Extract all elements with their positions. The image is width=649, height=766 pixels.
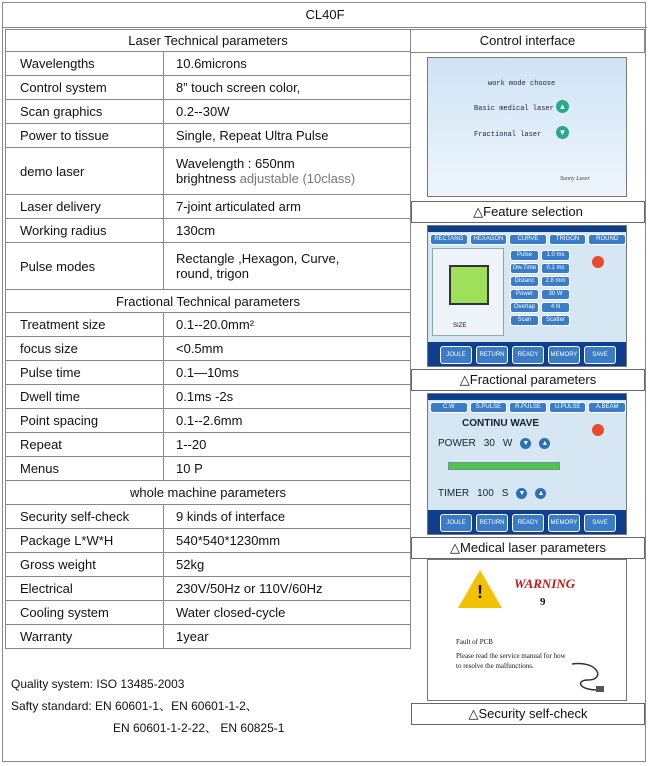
table-row: Menus 10 P	[6, 457, 411, 481]
chevron-down-icon[interactable]: ▼	[556, 126, 569, 139]
standards-footer: Quality system: ISO 13485-2003 Safty standard: EN 60601-1、EN 60601-1-2、 EN 60601-1-2-22、 EN 60825-1	[11, 677, 285, 735]
section-header-fractional: Fractional Technical parameters	[6, 290, 411, 313]
table-row: focus size <0.5mm	[6, 337, 411, 361]
tab-s-pulse[interactable]: S.PULSE	[470, 402, 508, 413]
caption-feature-selection: △Feature selection	[411, 201, 645, 223]
section-header-laser: Laser Technical parameters	[6, 30, 411, 52]
table-row: Wavelengths 10.6microns	[6, 52, 411, 76]
power-bar	[448, 462, 560, 470]
return-button[interactable]: RETURN	[476, 514, 508, 532]
table-row: Working radius 130cm	[6, 219, 411, 243]
tab-rectang[interactable]: RECTANG	[430, 234, 468, 245]
control-interface-column	[411, 29, 645, 729]
table-row: Pulse modes Rectangle ,Hexagon, Curve, round, trigon	[6, 243, 411, 290]
table-row: Electrical 230V/50Hz or 110V/60Hz	[6, 577, 411, 601]
medical-laser-screen: C.W S.PULSE R.PULSE U.PULSE A.BEAM CONTINU WAVE POWER 30 W ▼ ▲ TIMER 100 S ▼ ▲ JOULE RETURN READY MEMORY SAVE	[427, 393, 627, 535]
bottom-bar	[428, 510, 627, 535]
joule-button[interactable]: JOULE	[440, 514, 472, 532]
chevron-down-icon[interactable]: ▼	[520, 438, 531, 449]
spec-table	[5, 29, 411, 649]
table-row: Scan graphics 0.2--30W	[6, 100, 411, 124]
caption-medical-laser-parameters: △Medical laser parameters	[411, 537, 645, 559]
save-button[interactable]: SAVE	[584, 514, 616, 532]
table-row: Package L*W*H 540*540*1230mm	[6, 529, 411, 553]
power-row: POWER 30 W ▼ ▲	[438, 438, 550, 449]
tab-round[interactable]: ROUND	[588, 234, 626, 245]
table-row: demo laser Wavelength : 650nm brightness adjustable (10class)	[6, 148, 411, 195]
table-row: Dwell time 0.1ms -2s	[6, 385, 411, 409]
tab-curve[interactable]: CURVE	[509, 234, 547, 245]
tab-hexagon[interactable]: HEXAGON	[470, 234, 508, 245]
return-button[interactable]: RETURN	[476, 346, 508, 364]
cable-plug-icon	[568, 660, 608, 694]
table-row: Laser delivery 7-joint articulated arm	[6, 195, 411, 219]
table-row: Power to tissue Single, Repeat Ultra Pulse	[6, 124, 411, 148]
emission-indicator-icon	[592, 424, 604, 436]
security-self-check-screen: ! WARNING 9 Fault of PCB Please read the service manual for how to resolve the malfunctions.	[427, 559, 627, 701]
memory-button[interactable]: MEMORY	[548, 346, 580, 364]
tab-u-pulse[interactable]: U.PULSE	[549, 402, 587, 413]
ready-button[interactable]: READY	[512, 346, 544, 364]
control-interface-header: Control interface	[411, 29, 645, 53]
caption-security-self-check: △Security self-check	[411, 703, 645, 725]
chevron-up-icon[interactable]: ▲	[539, 438, 550, 449]
save-button[interactable]: SAVE	[584, 346, 616, 364]
scan-shape	[449, 265, 489, 305]
chevron-up-icon[interactable]: ▲	[535, 488, 546, 499]
joule-button[interactable]: JOULE	[440, 346, 472, 364]
memory-button[interactable]: MEMORY	[548, 514, 580, 532]
param-list: Pulse 1.0 ms Dw.Time 0.1 ms Distanc 2.8 mm Power 30 W Overlap 4 N Scan Scatter	[510, 250, 570, 326]
preview-area: SIZE	[432, 248, 504, 336]
table-row: Control system 8” touch screen color,	[6, 76, 411, 100]
table-row: Treatment size 0.1--20.0mm²	[6, 313, 411, 337]
fractional-parameters-screen	[427, 225, 627, 367]
product-title: CL40F	[3, 3, 647, 28]
tab-a-beam[interactable]: A.BEAM	[588, 402, 626, 413]
timer-row: TIMER 100 S ▼ ▲	[438, 488, 546, 499]
bottom-bar	[428, 342, 627, 367]
table-row: Security self-check 9 kinds of interface	[6, 505, 411, 529]
tab-cw[interactable]: C.W	[430, 402, 468, 413]
feature-selection-screen: work mode choose Basic medical laser ▲ Fractional laser ▼ Sunny Laser	[427, 57, 627, 197]
table-row: Cooling system Water closed-cycle	[6, 601, 411, 625]
emission-indicator-icon	[592, 256, 604, 268]
ready-button[interactable]: READY	[512, 514, 544, 532]
table-row: Warranty 1year	[6, 625, 411, 649]
tab-trigon[interactable]: TRIGON	[549, 234, 587, 245]
spec-sheet	[2, 2, 646, 762]
chevron-down-icon[interactable]: ▼	[516, 488, 527, 499]
chevron-up-icon[interactable]: ▲	[556, 100, 569, 113]
table-row: Gross weight 52kg	[6, 553, 411, 577]
caption-fractional-parameters: △Fractional parameters	[411, 369, 645, 391]
table-row: Pulse time 0.1—10ms	[6, 361, 411, 385]
section-header-machine: whole machine parameters	[6, 481, 411, 505]
tab-r-pulse[interactable]: R.PULSE	[509, 402, 547, 413]
table-row: Point spacing 0.1--2.6mm	[6, 409, 411, 433]
table-row: Repeat 1--20	[6, 433, 411, 457]
